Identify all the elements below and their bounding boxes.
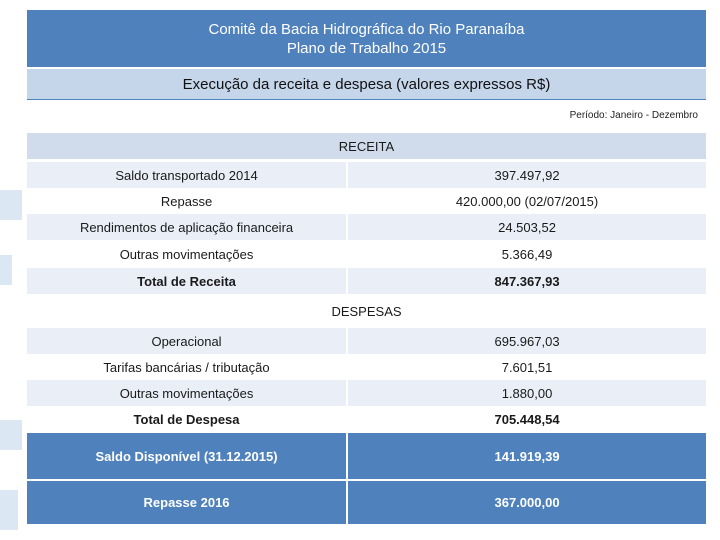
total-label: Total de Receita [137,273,236,289]
total-value: 705.448,54 [346,406,706,432]
row-value: 24.503,52 [346,214,706,240]
table-row [27,328,706,354]
table-row [27,188,706,214]
summary-value: 141.919,39 [346,433,706,479]
summary-value: 367.000,00 [346,481,706,524]
summary-label: Saldo Disponível (31.12.2015) [95,448,278,464]
subtitle-text: Execução da receita e despesa (valores expressos R$) [182,75,551,93]
receita-total-row [27,268,706,294]
subtitle-banner [27,69,706,100]
table-row [27,241,706,267]
title-banner [27,10,706,67]
repasse-2016-row [27,481,706,524]
table-row [27,162,706,188]
table-row [27,380,706,406]
saldo-disponivel-row [27,433,706,479]
despesas-total-row [27,406,706,432]
row-value: 420.000,00 (02/07/2015) [346,188,706,214]
row-value: 695.967,03 [346,328,706,354]
row-value: 1.880,00 [346,380,706,406]
row-value: 5.366,49 [346,241,706,267]
decor-square [0,255,12,285]
decor-square [0,420,22,450]
total-label: Total de Despesa [133,411,240,427]
row-value: 7.601,51 [346,354,706,380]
title-line-1: Comitê da Bacia Hidrográfica do Rio Paranaíba [208,20,525,38]
row-label: Outras movimentações [119,385,254,401]
receita-heading: RECEITA [27,133,706,159]
row-label: Operacional [151,333,222,349]
total-value: 847.367,93 [346,268,706,294]
row-label: Saldo transportado 2014 [115,167,258,183]
periodo-label: Período: Janeiro - Dezembro [569,110,698,121]
summary-label: Repasse 2016 [143,495,230,510]
table-row [27,214,706,240]
row-label: Tarifas bancárias / tributação [103,359,270,375]
row-label: Rendimentos de aplicação financeira [79,219,294,235]
decor-square [0,490,18,530]
despesas-heading: DESPESAS [27,298,706,324]
title-line-2: Plano de Trabalho 2015 [286,39,447,57]
row-label: Repasse [160,193,213,209]
decor-square [0,190,22,220]
row-value: 397.497,92 [346,162,706,188]
row-label: Outras movimentações [119,246,254,262]
table-row [27,354,706,380]
